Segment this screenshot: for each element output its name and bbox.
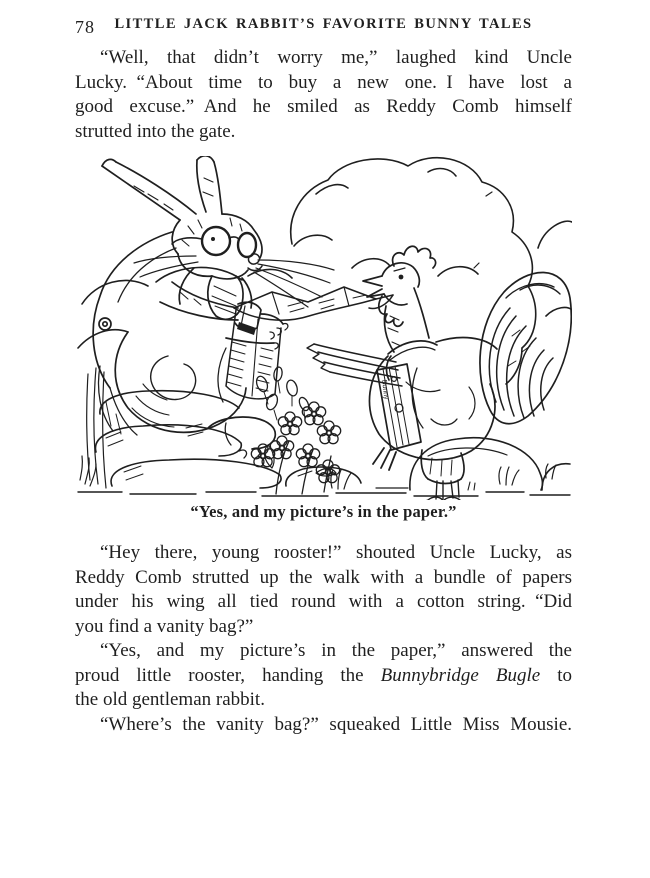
- running-title: LITTLE JACK RABBIT’S FAVORITE BUNNY TALES: [114, 16, 533, 32]
- text-line: “Well, that didn’t worry me,” laughed kind Uncle: [100, 47, 572, 68]
- text-line: Reddy Comb strutted up the walk with a bundle of papers: [75, 566, 572, 588]
- tail-feathers: [480, 272, 571, 423]
- text-line: “Where’s the vanity bag?” squeaked Little Miss Mousie.: [100, 713, 572, 735]
- text-line: proud little rooster, handing the Bunnybridge Bugle to: [75, 664, 573, 686]
- text-line: “Hey there, young rooster!” shouted Uncle Lucky, as: [100, 542, 572, 563]
- illustration-caption: “Yes, and my picture’s in the paper.”: [190, 502, 457, 521]
- bundle-label: Bunny: [380, 379, 390, 400]
- rabbit-rooster-drawing: [76, 156, 572, 500]
- clouds-background: [78, 158, 572, 384]
- rabbit-figure: [93, 156, 334, 458]
- page-header: [75, 16, 572, 38]
- rooster-figure: [307, 246, 571, 500]
- paragraph: [75, 713, 572, 738]
- text-line: the old gentleman rabbit.: [75, 689, 265, 710]
- paragraph: [75, 46, 572, 144]
- text-line: strutted into the gate.: [75, 120, 236, 142]
- flowers: [251, 366, 340, 494]
- text-line: good excuse.” And he smiled as Reddy Comb himself: [75, 96, 572, 117]
- page-number: 78: [75, 17, 95, 37]
- text-line: Lucky. “About time to buy a new one. I have lost a: [75, 71, 572, 93]
- text-line: you find a vanity bag?”: [75, 615, 254, 637]
- text-line: under his wing all tied round with a cotton string. “Did: [75, 591, 572, 612]
- text-line: “Yes, and my picture’s in the paper,” answered the: [100, 640, 572, 661]
- paragraph: [75, 639, 572, 713]
- paragraph: [75, 541, 572, 639]
- story-illustration: [76, 156, 572, 500]
- text-block-bottom: [75, 541, 572, 737]
- text-block-top: [75, 46, 572, 144]
